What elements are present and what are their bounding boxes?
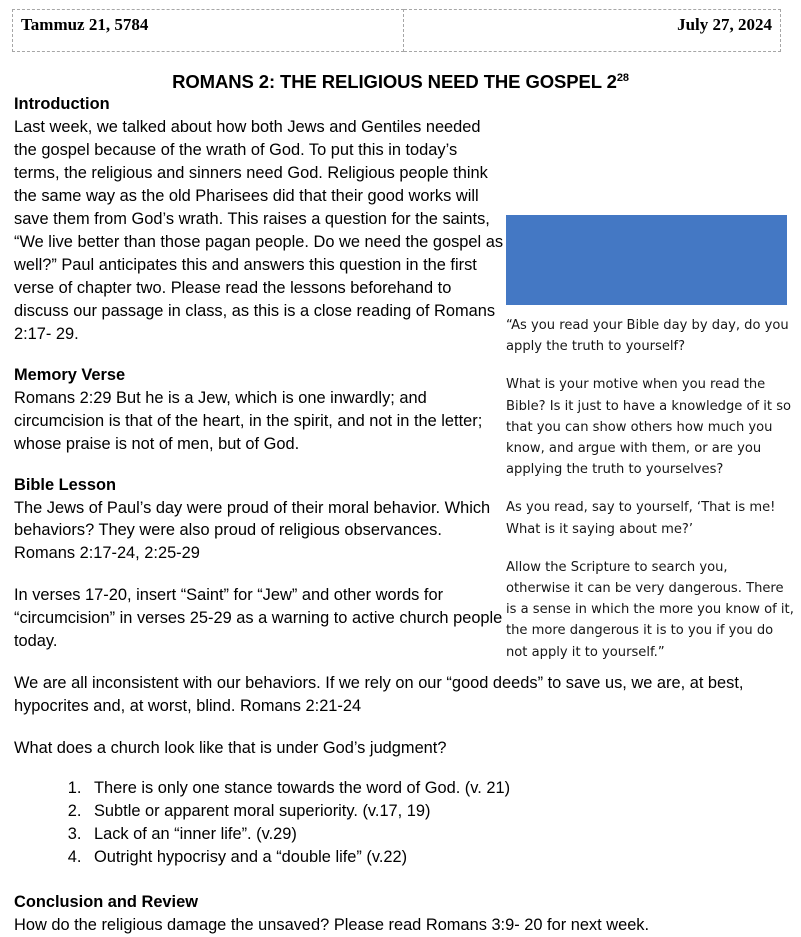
paragraph-bible-lesson-1: The Jews of Paul’s day were proud of their moral behavior. Which behaviors? They were also proud of religious observances. Romans 2:17-24, 2:25-29 [14,498,491,563]
list-item: 2. Subtle or apparent moral superiority. (v.17, 19) [86,800,787,823]
sidebar-quote-text [506,315,795,663]
paragraph-bible-lesson-4: What does a church look like that is under God’s judgment? [14,739,447,758]
blue-accent-box [506,215,787,305]
table-row [13,10,781,52]
heading-bible-lesson: Bible Lesson [14,475,117,494]
hebrew-date-text: Tammuz 21, 5784 [21,15,149,34]
sidebar-top-spacer [506,93,787,215]
paragraph-bible-lesson-2: In verses 17-20, insert “Saint” for “Jew” and other words for “circumcision” in verses 25-29 as a warning to active church people today. [14,586,503,651]
sidebar-callout [506,93,794,663]
paragraph-introduction: Last week, we talked about how both Jews and Gentiles needed the gospel because of the wrath of God. To put this in today’s terms, the religious and sinners need God. Religious people think the same way as the old Pharisees did that their good works will save them from God’s wrath. This raises a question for the saints, “We live better than those pagan people. Do we need the gospel as well?” Paul anticipates this and answers this question in the first verse of chapter two. Please read the lessons beforehand to discuss our passage in class, as this is a close reading of Romans 2:17- 29. [14,117,504,343]
heading-conclusion: Conclusion and Review [14,893,198,912]
page-title-superscript: 28 [616,71,629,84]
civil-date-cell [404,10,781,52]
list-item: 3. Lack of an “inner life”. (v.29) [86,823,787,846]
sidebar-quote-paragraph: As you read, say to yourself, ‘That is me! What is it saying about me?’ [506,500,776,537]
list-item: 4. Outright hypocrisy and a “double life” (v.22) [86,846,787,869]
hebrew-date-cell [13,10,404,52]
list-item: 1. There is only one stance towards the word of God. (v. 21) [86,777,787,800]
conclusion-section [14,891,787,937]
paragraph-memory-verse: Romans 2:29 But he is a Jew, which is one inwardly; and circumcision is that of the heart, in the spirit, and not in the letter; whose praise is not of men, but of God. [14,388,483,453]
paragraph-bible-lesson-3: We are all inconsistent with our behaviors. If we rely on our “good deeds” to save us, we are, at best, hypocrites and, at worst, blind. Romans 2:21-24 [14,674,744,716]
page-title-text: ROMANS 2: THE RELIGIOUS NEED THE GOSPEL 2 [172,71,617,92]
heading-memory-verse: Memory Verse [14,365,126,384]
date-header-table [12,9,781,52]
page-title [0,71,801,93]
paragraph-conclusion: How do the religious damage the unsaved? Please read Romans 3:9- 20 for next week. [14,916,650,935]
document-page [0,9,801,935]
sidebar-quote-paragraph: “As you read your Bible day by day, do you apply the truth to yourself? [506,318,789,355]
civil-date-text: July 27, 2024 [677,15,772,34]
judgment-marks-list [14,777,787,869]
sidebar-quote-paragraph: Allow the Scripture to search you, otherwise it can be very dangerous. There is a sense in which the more you know of it, the more dangerous it is to you if you do not apply it to yourself.” [506,559,794,660]
document-body [0,93,801,937]
sidebar-quote-paragraph: What is your motive when you read the Bible? Is it just to have a knowledge of it so that you can show others how much you know, and argue with them, or are you applying the truth to yourselves? [506,377,792,478]
heading-introduction: Introduction [14,95,110,113]
